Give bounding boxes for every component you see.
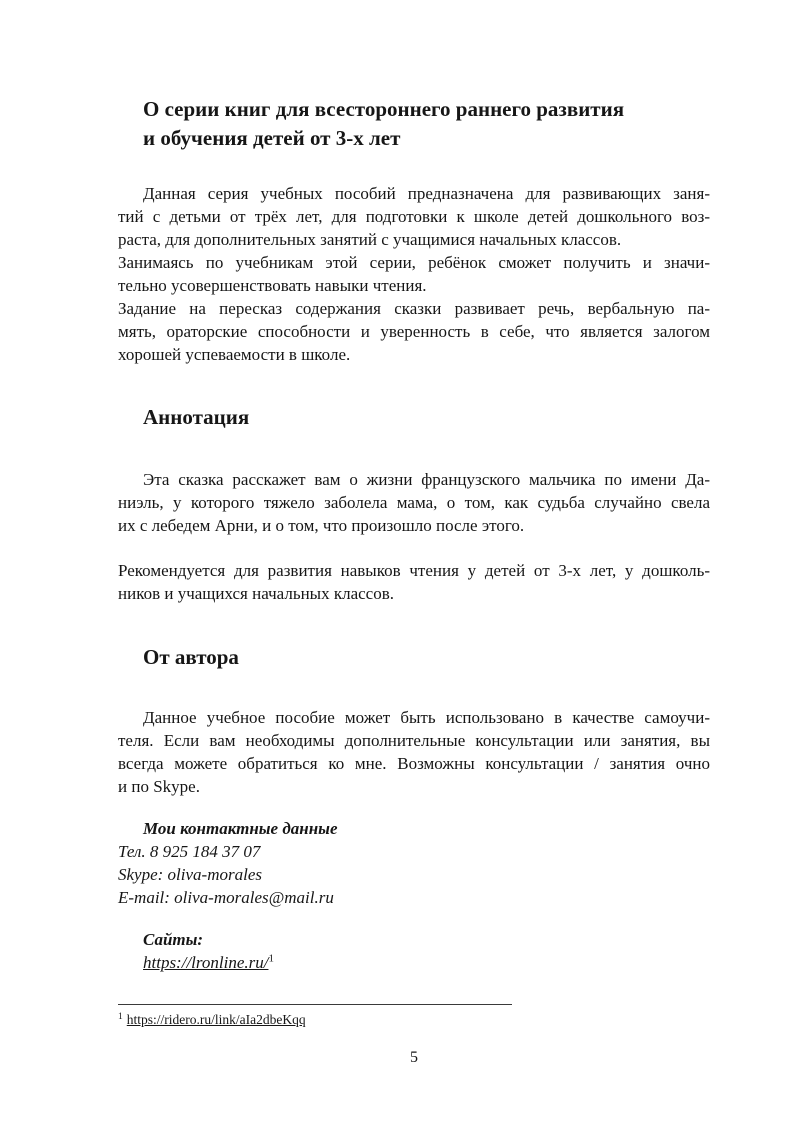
recommendation-text <box>118 559 710 605</box>
footnote-reference: 1 <box>268 952 274 965</box>
lronline-link[interactable]: https://lronline.ru/ <box>143 953 269 972</box>
paragraph-line: мять, ораторские способности и уверенность в себе, что является залогом <box>118 322 710 341</box>
from-author-heading: От автора <box>143 645 239 669</box>
paragraph-line: тельно усовершенствовать навыки чтения. <box>118 276 427 295</box>
paragraph-line: ников и учащихся начальных классов. <box>118 584 394 603</box>
paragraph-line: Данная серия учебных пособий предназначена для развивающих заня- <box>143 184 710 203</box>
paragraph-line: их с лебедем Арни, и о том, что произошло после этого. <box>118 516 525 535</box>
contacts-title: Мои контактные данные <box>143 819 338 838</box>
contact-skype: Skype: oliva-morales <box>118 865 262 884</box>
annotation-heading: Аннотация <box>143 405 250 429</box>
paragraph-line: тий с детьми от трёх лет, для подготовки к школе детей дошкольного воз- <box>118 207 710 226</box>
footnote-marker: 1 <box>118 1011 123 1022</box>
site-link-line <box>118 951 710 974</box>
sites-section <box>118 928 710 974</box>
page-number: 5 <box>410 1049 418 1066</box>
contact-email: E-mail: oliva-morales@mail.ru <box>118 888 334 907</box>
footnote-separator <box>118 1004 512 1005</box>
paragraph-line: Задание на пересказ содержания сказки развивает речь, вербальную па- <box>118 299 710 318</box>
sites-title: Сайты: <box>143 930 204 949</box>
paragraph-line: ниэль, у которого тяжело заболела мама, о том, как судьба случайно свела <box>118 493 710 512</box>
series-heading-line-1: О серии книг для всестороннего раннего развития <box>143 97 625 121</box>
footnote <box>118 1011 710 1028</box>
paragraph-line: Эта сказка расскажет вам о жизни французского мальчика по имени Да- <box>143 470 710 489</box>
from-author-text <box>118 706 710 798</box>
contact-phone: Тел. 8 925 184 37 07 <box>118 842 261 861</box>
paragraph-line: и по Skype. <box>118 777 200 796</box>
paragraph-line: всегда можете обратиться ко мне. Возможны консультации / занятия очно <box>118 754 710 773</box>
series-description <box>118 182 710 366</box>
series-heading <box>118 95 710 153</box>
series-heading-line-2: и обучения детей от 3-х лет <box>143 126 401 150</box>
paragraph-line: Данное учебное пособие может быть использовано в качестве самоучи- <box>143 708 710 727</box>
paragraph-line: Рекомендуется для развития навыков чтения у детей от 3-х лет, у дошколь- <box>118 561 710 580</box>
paragraph-line: раста, для дополнительных занятий с учащимися начальных классов. <box>118 230 622 249</box>
contact-details <box>118 817 710 909</box>
paragraph-line: Занимаясь по учебникам этой серии, ребёнок сможет получить и значи- <box>118 253 710 272</box>
annotation-text <box>118 468 710 537</box>
paragraph-line: хорошей успеваемости в школе. <box>118 345 351 364</box>
paragraph-line: теля. Если вам необходимы дополнительные консультации или занятия, вы <box>118 731 710 750</box>
ridero-link[interactable]: https://ridero.ru/link/aIa2dbeKqq <box>126 1012 306 1027</box>
